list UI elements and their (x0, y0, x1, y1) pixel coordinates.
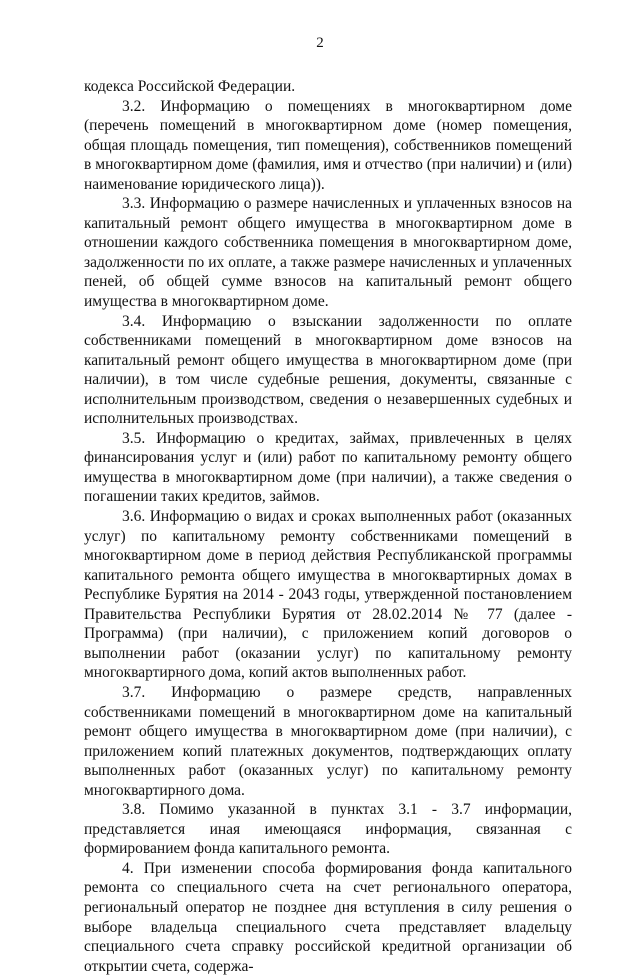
page-number: 2 (316, 35, 324, 51)
paragraph-3-8: 3.8. Помимо указанной в пунктах 3.1 - 3.7 информации, представляется иная имеющаяся информация, связанная с формированием фонда капитального ремонта. (84, 801, 572, 858)
document-body (84, 77, 572, 976)
paragraph-3-7: 3.7. Информацию о размере средств, направленных собственниками помещений в многоквартирном доме на капитальный ремонт общего имущества в многоквартирном доме (при наличии), с приложением копий платежных документов, подтверждающих оплату выполненных работ (оказанных услуг) по капитальному ремонту многоквартирного дома. (84, 683, 572, 799)
paragraph-3-5: 3.5. Информацию о кредитах, займах, привлеченных в целях финансирования услуг и (или) работ по капитальному ремонту общего имущества в многоквартирном доме (при наличии), а также сведения о погашении таких кредитов, займов. (84, 429, 572, 506)
paragraph-4: 4. При изменении способа формирования фонда капитального ремонта со специального счета на счет регионального оператора, региональный оператор не позднее дня вступления в силу решения о выборе владельца специального счета представляет владельцу специального счета справку российской кредитной организации об открытии счета, содержа- (84, 859, 572, 975)
paragraph-continuation: кодекса Российской Федерации. (84, 78, 296, 95)
paragraph-3-2: 3.2. Информацию о помещениях в многоквартирном доме (перечень помещений в многоквартирном доме (номер помещения, общая площадь помещения, тип помещения), собственников помещений в многоквартирном доме (фамилия, имя и отчество (при наличии) и (или) наименование юридического лица)). (84, 97, 572, 193)
paragraph-3-3: 3.3. Информацию о размере начисленных и уплаченных взносов на капитальный ремонт общего имущества в многоквартирном доме в отношении каждого собственника помещения в многоквартирном доме, задолженности по их оплате, а также размере начисленных и уплаченных пеней, об общей сумме взносов на капитальный ремонт общего имущества в многоквартирном доме. (84, 195, 572, 311)
paragraph-3-4: 3.4. Информацию о взыскании задолженности по оплате собственниками помещений в многоквартирном доме взносов на капитальный ремонт общего имущества в многоквартирном доме (при наличии), в том числе судебные решения, документы, связанные с исполнительным производством, сведения о незавершенных судебных и исполнительных производствах. (84, 312, 572, 428)
paragraph-3-6: 3.6. Информацию о видах и сроках выполненных работ (оказанных услуг) по капитальному ремонту собственниками помещений в многоквартирном доме в период действия Республиканской программы капитального ремонта общего имущества в многоквартирных домах в Республике Бурятия на 2014 - 2043 годы, утвержденной постановлением Правительства Республики Бурятия от 28.02.2014 № 77 (далее - Программа) (при наличии), с приложением копий договоров о выполнении работ (оказании услуг) по капитальному ремонту многоквартирного дома, копий актов выполненных работ. (84, 508, 572, 682)
